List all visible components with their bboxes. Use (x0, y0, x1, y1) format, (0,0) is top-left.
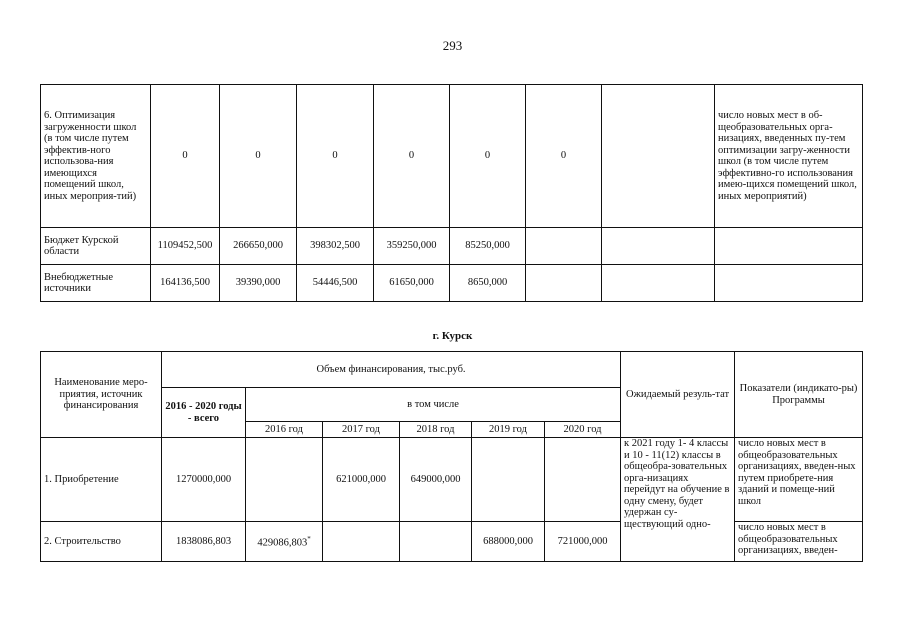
row-name: 6. Оптимизация загруженности школ (в том числе путем эффектив-ного использова-ния имеющихся помещений школ, иных мероприя-тий) (41, 85, 151, 228)
row-name: 1. Приобретение (41, 438, 162, 522)
row-name: Бюджет Курской области (41, 228, 151, 265)
kursk-funding-table (40, 351, 863, 562)
cell-2017: 398302,500 (297, 228, 374, 265)
cell-2019: 0 (450, 85, 526, 228)
cell-2019: 8650,000 (450, 265, 526, 302)
header-2019: 2019 год (472, 422, 545, 438)
section-subtitle: г. Курск (432, 330, 473, 342)
row-name: 2. Строительство (41, 522, 162, 562)
cell-indicator (715, 265, 863, 302)
cell-indicator: число новых мест в об-щеобразовательных орга-низациях, введенных пу-тем оптимизации загру-женности школ (в том числе путем эффективно-го использования имею-щихся помещений школ, иных мероприятий) (715, 85, 863, 228)
cell-indicator (715, 228, 863, 265)
table-row (41, 522, 863, 562)
header-2016: 2016 год (246, 422, 323, 438)
cell-2016 (246, 438, 323, 522)
table-row (41, 265, 863, 302)
cell-result: к 2021 году 1- 4 классы и 10 - 11(12) классы в общеобра-зовательных орга-низациях перейдут на обучение в одну смену, будет удержан су-ществующий одно- (621, 438, 735, 562)
cell-2018: 0 (374, 85, 450, 228)
funding-table-continued (40, 84, 863, 302)
table-row (41, 438, 863, 522)
cell-indicator: число новых мест в общеобразовательных организациях, введен-ных путем приобрете-ния зданий и помеще-ний школ (735, 438, 863, 522)
cell-result (602, 265, 715, 302)
header-indicator: Показатели (индикато-ры) Программы (735, 352, 863, 438)
cell-2016-value: 429086,803 (257, 537, 308, 549)
cell-2020 (526, 265, 602, 302)
cell-total: 1109452,500 (151, 228, 220, 265)
cell-2017: 0 (297, 85, 374, 228)
cell-2016: 39390,000 (220, 265, 297, 302)
cell-2018: 359250,000 (374, 228, 450, 265)
row-name: Внебюджетные источники (41, 265, 151, 302)
cell-2018 (400, 522, 472, 562)
cell-2018: 649000,000 (400, 438, 472, 522)
cell-indicator: число новых мест в общеобразовательных организациях, введен- (735, 522, 863, 562)
cell-2017: 621000,000 (323, 438, 400, 522)
header-row (41, 352, 863, 388)
header-including: в том числе (246, 388, 621, 422)
cell-2017: 54446,500 (297, 265, 374, 302)
table-row (41, 85, 863, 228)
cell-total: 1270000,000 (162, 438, 246, 522)
table-row (41, 228, 863, 265)
header-name: Наименование меро-приятия, источник финансирования (41, 352, 162, 438)
cell-2016 (246, 522, 323, 562)
cell-2020: 721000,000 (545, 522, 621, 562)
cell-2017 (323, 522, 400, 562)
cell-2019 (472, 438, 545, 522)
header-funding: Объем финансирования, тыс.руб. (162, 352, 621, 388)
header-2018: 2018 год (400, 422, 472, 438)
cell-result (602, 85, 715, 228)
cell-2018: 61650,000 (374, 265, 450, 302)
header-total: 2016 - 2020 годы - всего (162, 388, 246, 438)
cell-2019: 85250,000 (450, 228, 526, 265)
footnote-mark: * (307, 535, 311, 543)
cell-total: 164136,500 (151, 265, 220, 302)
header-2020: 2020 год (545, 422, 621, 438)
cell-2019: 688000,000 (472, 522, 545, 562)
page-number: 293 (442, 38, 463, 53)
header-2017: 2017 год (323, 422, 400, 438)
cell-2016: 266650,000 (220, 228, 297, 265)
cell-2020 (545, 438, 621, 522)
cell-total: 0 (151, 85, 220, 228)
header-result: Ожидаемый резуль-тат (621, 352, 735, 438)
cell-total: 1838086,803 (162, 522, 246, 562)
cell-2020: 0 (526, 85, 602, 228)
cell-2020 (526, 228, 602, 265)
cell-result (602, 228, 715, 265)
cell-2016: 0 (220, 85, 297, 228)
